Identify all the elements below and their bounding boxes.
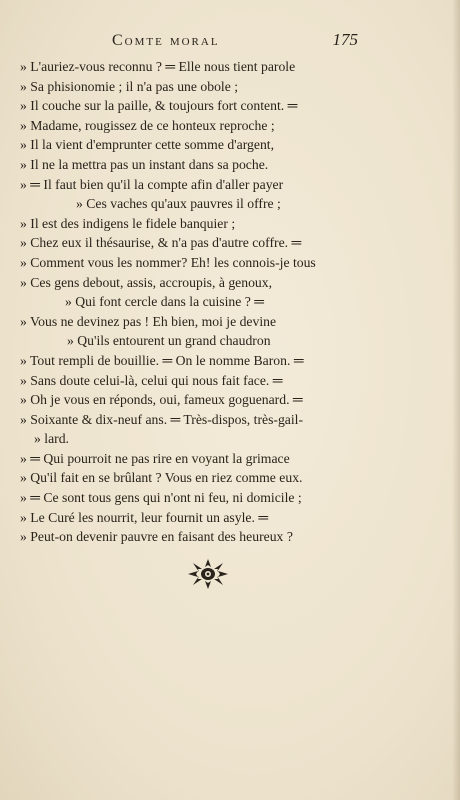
verse-line: » Soixante & dix-neuf ans. ═ Très-dispos, très-gail- [20,411,304,427]
verse-line: » Qu'il fait en se brûlant ? Vous en riez comme eux. [20,470,303,486]
page-number: 175 [332,30,358,49]
verse-line: » Il est des indigens le fidele banquier ; [20,215,236,231]
verse-line: » Le Curé les nourrit, leur fournit un asyle. ═ [20,509,269,525]
verse-line: » Comment vous les nommer? Eh! les connois-je tous [20,254,316,270]
verse-line: » Ces vaches qu'aux pauvres il offre ; [76,196,281,212]
verse-line: » Oh je vous en réponds, oui, fameux goguenard. ═ [20,392,303,408]
verse-line: » Il la vient d'emprunter cette somme d'argent, [20,137,275,153]
verse-line: » Vous ne devinez pas ! Eh bien, moi je devine [20,313,277,329]
verse-line: » Il ne la mettra pas un instant dans sa poche. [20,156,269,172]
verse-line: » Peut-on devenir pauvre en faisant des heureux ? [20,529,293,545]
verse-line: » ═ Il faut bien qu'il la compte afin d'aller payer [20,176,284,192]
verse-line: » L'auriez-vous reconnu ? ═ Elle nous tient parole [20,59,296,74]
fleuron-ornament-icon [182,556,234,592]
verse-block [20,57,445,547]
verse-line: » Qu'ils entourent un grand chaudron [67,333,271,349]
verse-line: » Ces gens debout, assis, accroupis, à genoux, [20,274,273,290]
verse-line: » Qui font cercle dans la cuisine ? ═ [65,294,264,310]
page-edge-shadow [452,0,460,800]
verse-line: » Chez eux il thésaurise, & n'a pas d'autre coffre. ═ [20,235,302,251]
verse-line: » lard. [34,431,69,447]
verse-line: » Madame, rougissez de ce honteux reproche ; [20,117,275,133]
verse-line: » Tout rempli de bouillie. ═ On le nomme Baron. ═ [20,352,304,368]
verse-line: » Sans doute celui-là, celui qui nous fait face. ═ [20,372,283,388]
verse-line: » Sa phisionomie ; il n'a pas une obole ; [20,78,239,94]
verse-line: » Il couche sur la paille, & toujours fort content. ═ [20,98,298,114]
verse-line: » ═ Qui pourroit ne pas rire en voyant la grimace [20,450,290,466]
verse-line: » ═ Ce sont tous gens qui n'ont ni feu, ni domicile ; [20,490,302,506]
running-head: Comte moral [112,32,220,49]
page-header [0,30,460,52]
